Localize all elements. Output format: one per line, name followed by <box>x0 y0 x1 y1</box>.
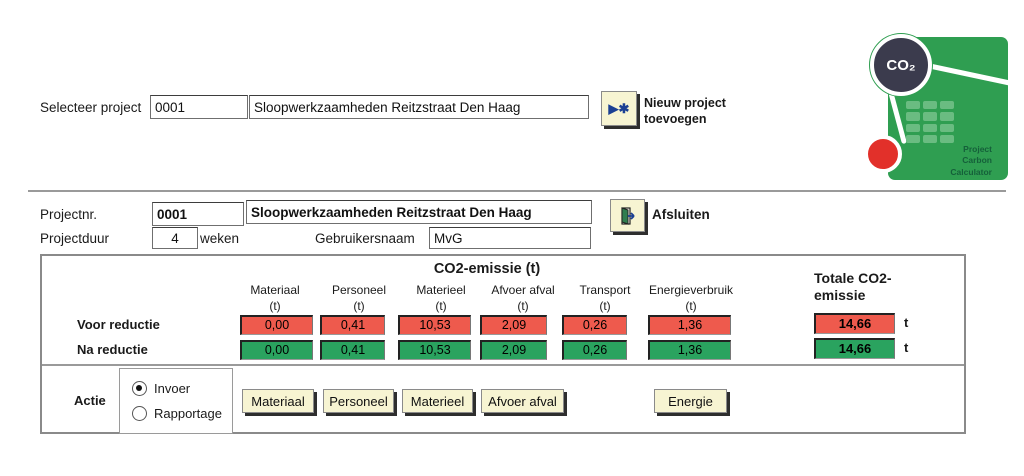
emission-cell: 2,09 <box>480 340 547 360</box>
column-header-afvoer-afval: Afvoer afval (t) <box>491 283 555 313</box>
voor-reductie-label: Voor reductie <box>77 317 160 332</box>
select-project-label: Selecteer project <box>40 100 142 115</box>
project-name-input[interactable] <box>249 95 589 119</box>
section-divider <box>28 190 1006 192</box>
emission-cell: 2,09 <box>480 315 547 335</box>
column-header-transport: Transport (t) <box>579 283 631 313</box>
radio-button-icon[interactable] <box>132 406 147 421</box>
radio-option-rapportage[interactable]: Rapportage <box>132 406 222 421</box>
afvoer-afval-button[interactable]: Afvoer afval <box>481 389 564 413</box>
panel-divider <box>42 364 964 366</box>
column-header-energieverbruik: Energieverbruik (t) <box>648 283 734 313</box>
emission-cell: 10,53 <box>398 340 471 360</box>
close-project-label: Afsluiten <box>652 207 710 222</box>
emission-cell: 10,53 <box>398 315 471 335</box>
projectduur-label: Projectduur <box>40 231 110 246</box>
personeel-button[interactable]: Personeel <box>323 389 394 413</box>
projectnr-input[interactable] <box>152 202 244 226</box>
emission-cell: 0,00 <box>240 340 313 360</box>
new-project-button[interactable] <box>601 91 637 126</box>
molecule-dot-icon <box>864 135 902 173</box>
materieel-button[interactable]: Materieel <box>402 389 473 413</box>
logo-brand-text: Project Carbon Calculator <box>950 144 992 177</box>
play-asterisk-icon: ▶✱ <box>608 100 630 116</box>
exit-door-icon <box>618 206 638 226</box>
emission-cell: 1,36 <box>648 315 731 335</box>
gebruikersnaam-input[interactable] <box>429 227 591 249</box>
new-project-label: Nieuw project toevoegen <box>644 96 726 127</box>
gebruikersnaam-label: Gebruikersnaam <box>315 231 415 246</box>
emissions-panel <box>40 254 966 434</box>
column-header-materiaal: Materiaal (t) <box>250 283 300 313</box>
radio-option-invoer[interactable]: Invoer <box>132 381 190 396</box>
co2-molecule-icon <box>870 34 932 96</box>
actie-radio-group <box>119 368 233 434</box>
projectduur-input[interactable] <box>152 227 198 249</box>
emission-cell: 0,41 <box>320 315 385 335</box>
emission-cell: 0,41 <box>320 340 385 360</box>
energie-button[interactable]: Energie <box>654 389 727 413</box>
total-emission-cell: 14,66 <box>814 338 895 359</box>
radio-button-icon[interactable] <box>132 381 147 396</box>
total-emission-cell: 14,66 <box>814 313 895 334</box>
app-logo <box>860 25 1015 190</box>
na-reductie-label: Na reductie <box>77 342 148 357</box>
emissions-title: CO2-emissie (t) <box>433 261 541 277</box>
unit-label: t <box>904 315 909 330</box>
emission-cell: 0,26 <box>562 315 627 335</box>
emission-cell: 1,36 <box>648 340 731 360</box>
co2-label: CO₂ <box>886 56 916 74</box>
weken-label: weken <box>200 231 240 246</box>
calculator-grid-icon <box>906 101 954 143</box>
projectname-input[interactable] <box>246 200 592 224</box>
column-header-materieel: Materieel (t) <box>416 283 466 313</box>
actie-label: Actie <box>74 393 106 408</box>
unit-label: t <box>904 340 909 355</box>
emission-cell: 0,00 <box>240 315 313 335</box>
close-project-button[interactable] <box>610 199 645 232</box>
materiaal-button[interactable]: Materiaal <box>242 389 314 413</box>
total-co2-label: Totale CO2-emissie <box>814 270 892 303</box>
project-nr-input[interactable] <box>150 95 248 119</box>
emission-cell: 0,26 <box>562 340 627 360</box>
column-header-personeel: Personeel (t) <box>331 283 387 313</box>
projectnr-label: Projectnr. <box>40 207 98 222</box>
